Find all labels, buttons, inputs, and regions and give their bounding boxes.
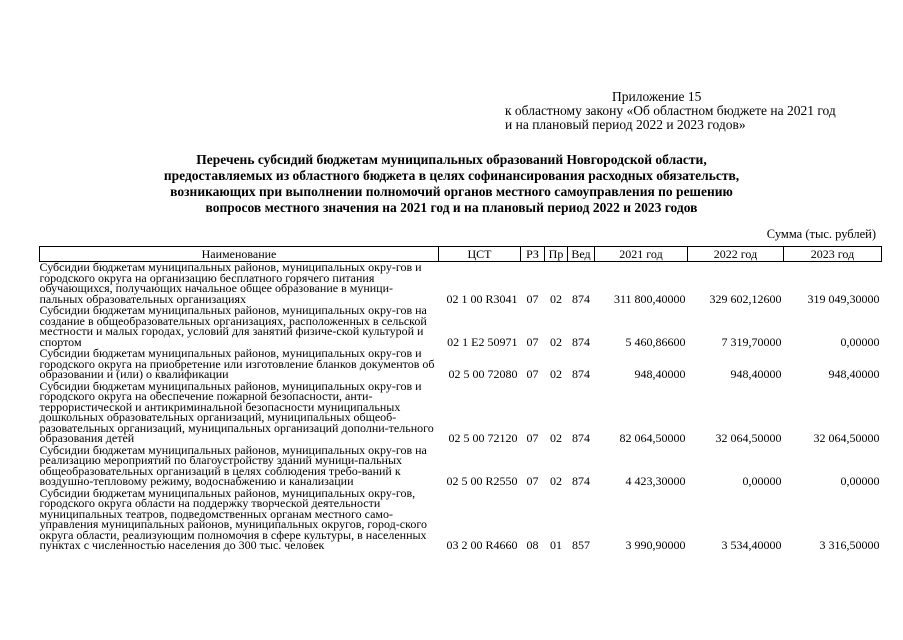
row-2022: 7 319,70000 (721, 334, 782, 349)
row-ved: 874 (572, 474, 590, 488)
row-2023: 0,00000 (840, 334, 880, 349)
row-2021: 311 800,40000 (613, 291, 686, 306)
appendix-law-period: и на плановый период 2022 и 2023 годов» (505, 117, 746, 132)
row-rz: 07 (526, 334, 539, 349)
row-csr: 02 1 E2 50971 (447, 334, 518, 349)
row-pr: 02 (550, 291, 562, 306)
header-csr: ЦСТ (439, 247, 521, 262)
title-line: возникающих при выполнении полномочий органов местного самоуправления по решению (170, 184, 733, 199)
row-rz: 07 (526, 291, 539, 306)
table-row (40, 445, 882, 488)
row-2023: 32 064,50000 (813, 431, 880, 445)
row-2021: 948,40000 (634, 367, 686, 381)
header-name: Наименование (40, 247, 439, 262)
row-name: Субсидии бюджетам муниципальных районов, муниципальных окру-гов на реализацию мероприятий по благоустройству зданий муници-пальных общеобразовательных организаций в целях соблюдения требо-ваний к воздушно-тепловому режиму, водоснабжению и канализации (39, 442, 427, 488)
row-pr: 02 (550, 334, 562, 349)
appendix-law-reference: к областному закону «Об областном бюджете на 2021 год (505, 103, 836, 118)
row-csr: 02 5 00 72080 (448, 367, 518, 381)
row-ved: 857 (572, 538, 590, 552)
table-row (40, 348, 882, 381)
table-row (40, 381, 882, 445)
appendix-number: Приложение 15 (612, 89, 702, 104)
table-row (40, 262, 882, 306)
row-rz: 07 (526, 367, 539, 381)
row-ved: 874 (572, 431, 590, 445)
row-name: Субсидии бюджетам муниципальных районов, муниципальных окру-гов на создание в общеобразовательных организациях, расположенных в сельской местности и малых городах, условий для занятий физиче-ской культурой и спортом (39, 303, 427, 349)
row-csr: 02 1 00 R3041 (446, 291, 518, 306)
row-ved: 874 (572, 367, 590, 381)
subsidies-table (39, 246, 882, 552)
title-line: предоставляемых из областного бюджета в целях софинансирования расходных обязательств, (163, 168, 740, 183)
title-line: вопросов местного значения на 2021 год и на плановый период 2022 и 2023 годов (205, 200, 698, 215)
row-2022: 0,00000 (742, 474, 782, 488)
header-rz: РЗ (521, 247, 545, 262)
row-name: Субсидии бюджетам муниципальных районов, муниципальных окру-гов, городского округа области на поддержку творческой деятельности муниципальных театров, подведомственных органам местного само-управления муниципальных районов, муниципальных округов, город-ского округа области, реализующим полномочия в сфере культуры, в населенных пунктах с численностью населения до 300 тыс. человек (39, 485, 427, 552)
header-ved: Вед (568, 247, 595, 262)
row-rz: 08 (526, 538, 539, 552)
row-csr: 02 5 00 72120 (448, 431, 518, 445)
row-ved: 874 (572, 291, 590, 306)
row-name: Субсидии бюджетам муниципальных районов, муниципальных окру-гов и городского округа на обеспечение пожарной безопасности, анти-террористической и антикриминальной безопасности муниципальных дошкольных образовательных организаций, муниципальных общеоб-разовательных организаций, муниципальных организаций дополни-тельного образования детей (39, 378, 434, 445)
title-line: Перечень субсидий бюджетам муниципальных образований Новгородской области, (196, 152, 707, 167)
row-2023: 948,40000 (828, 367, 880, 381)
row-2021: 3 990,90000 (625, 538, 686, 552)
row-name: Субсидии бюджетам муниципальных районов, муниципальных окру-гов и городского округа на организацию бесплатного горячего питания обучающихся, получающих начальное общее образование в муници-пальных образовательных организациях (39, 260, 422, 306)
sum-unit-note: Сумма (тыс. рублей) (766, 227, 876, 241)
row-2021: 4 423,30000 (625, 474, 686, 488)
row-2021: 5 460,86600 (625, 334, 686, 349)
row-2022: 948,40000 (730, 367, 782, 381)
row-pr: 02 (550, 431, 562, 445)
row-csr: 03 2 00 R4660 (446, 538, 518, 552)
row-2022: 3 534,40000 (721, 538, 782, 552)
table-row (40, 305, 882, 348)
row-csr: 02 5 00 R2550 (446, 474, 518, 488)
header-2023: 2023 год (784, 247, 882, 262)
row-2023: 319 049,30000 (807, 291, 880, 306)
table-row (40, 488, 882, 552)
row-pr: 01 (550, 538, 562, 552)
row-name: Субсидии бюджетам муниципальных районов, муниципальных окру-гов и городского округа на приобретение или изготовление бланков документов об образовании и (или) о квалификации (39, 346, 435, 381)
row-rz: 07 (526, 474, 539, 488)
header-pr: Пр (545, 247, 568, 262)
row-rz: 07 (526, 431, 539, 445)
header-2022: 2022 год (688, 247, 784, 262)
document-title (40, 152, 863, 216)
row-2023: 0,00000 (840, 474, 880, 488)
row-2022: 329 602,12600 (709, 291, 782, 306)
row-pr: 02 (550, 474, 562, 488)
header-2021: 2021 год (595, 247, 688, 262)
row-2021: 82 064,50000 (619, 431, 686, 445)
row-2023: 3 316,50000 (819, 538, 880, 552)
row-ved: 874 (572, 334, 590, 349)
row-2022: 32 064,50000 (715, 431, 782, 445)
row-pr: 02 (550, 367, 562, 381)
appendix-header (505, 90, 836, 132)
